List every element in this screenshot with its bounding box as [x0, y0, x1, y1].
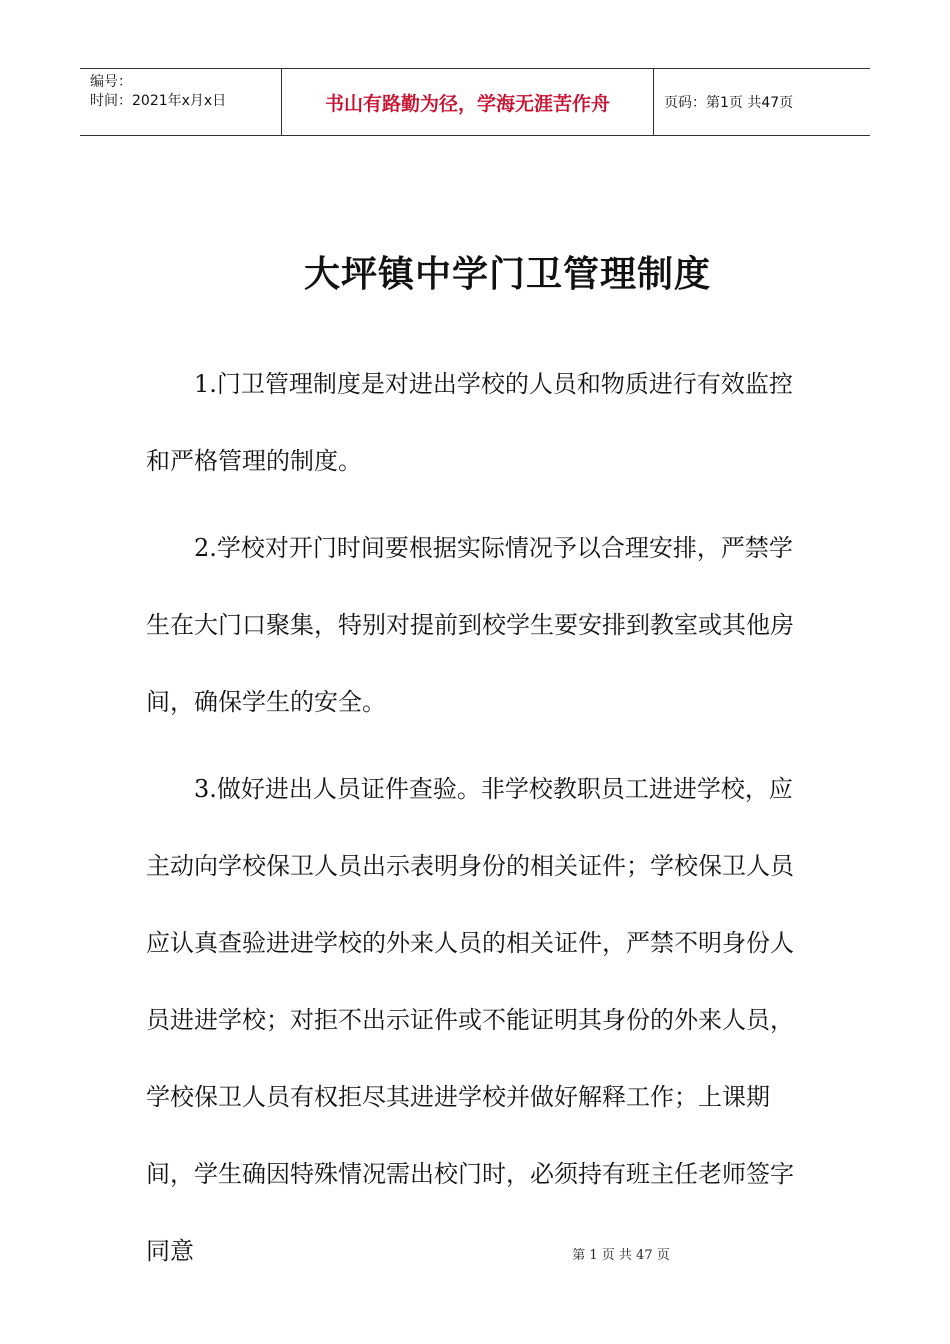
paragraph-1: 1.门卫管理制度是对进出学校的人员和物质进行有效监控和严格管理的制度。: [146, 370, 793, 475]
paragraph-3: 3.做好进出人员证件查验。非学校教职员工进进学校，应主动向学校保卫人员出示表明身份的相关证件；学校保卫人员应认真查验进进学校的外来人员的相关证件，严禁不明身份人员进进学校；对拒不出示证件或不能证明其身份的外来人员，学校保卫人员有权拒尽其进进学校并做好解释工作；上课期间，学生确因特殊情况需出校门时，必须持有班主任老师签字同意: [146, 775, 794, 1265]
paragraph-2: 2.学校对开门时间要根据实际情况予以合理安排，严禁学生在大门口聚集，特别对提前到校学生要安排到教室或其他房间，确保学生的安全。: [146, 534, 794, 716]
document-body: [146, 346, 816, 1300]
date-label: 时间：2021年x月x日: [90, 93, 227, 109]
serial-label: 编号：: [90, 74, 132, 90]
header-page-info: 页码：第1页 共47页: [664, 95, 794, 111]
header-motto: 书山有路勤为径，学海无涯苦作舟: [282, 69, 654, 135]
page-footer: 第 1 页 共 47 页: [572, 1248, 670, 1263]
header-meta: [80, 69, 282, 135]
page-header: [80, 68, 870, 136]
document-title: 大坪镇中学门卫管理制度: [303, 254, 711, 295]
